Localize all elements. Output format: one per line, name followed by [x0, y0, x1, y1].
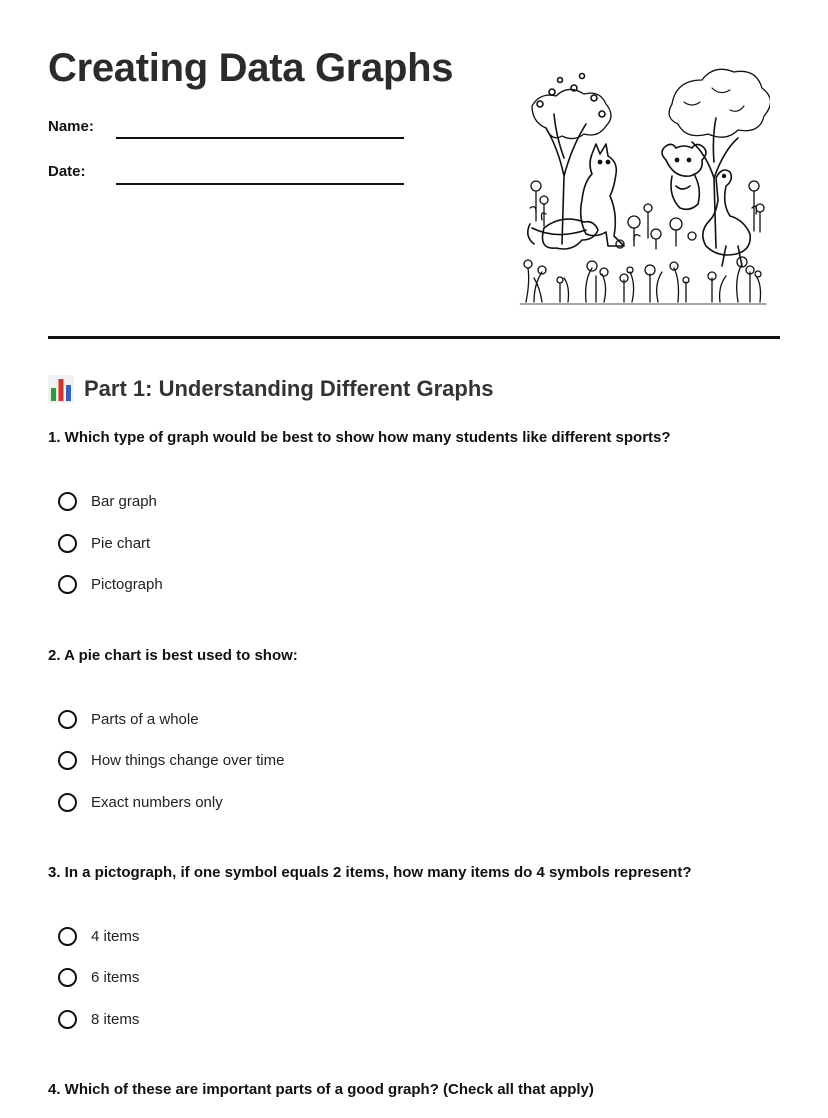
- option-label: Exact numbers only: [91, 794, 223, 811]
- question-2-option-2[interactable]: [58, 751, 284, 770]
- question-3-option-2[interactable]: [58, 968, 139, 987]
- question-1-option-1[interactable]: [58, 492, 157, 511]
- question-1: 1. Which type of graph would be best to show how many students like different sports?: [48, 429, 671, 446]
- question-3-option-3[interactable]: [58, 1010, 139, 1029]
- date-field-line[interactable]: [116, 183, 404, 185]
- question-3: 3. In a pictograph, if one symbol equals 2 items, how many items do 4 symbols represent?: [48, 864, 692, 881]
- question-1-option-2[interactable]: [58, 534, 150, 553]
- bar-chart-icon: [48, 375, 74, 403]
- radio-button[interactable]: [58, 575, 77, 594]
- option-label: 6 items: [91, 969, 140, 986]
- header-divider: [48, 336, 780, 339]
- option-label: Pictograph: [91, 576, 163, 593]
- option-label: Bar graph: [91, 493, 157, 510]
- name-label: Name:: [48, 118, 94, 135]
- question-3-option-1[interactable]: [58, 927, 139, 946]
- question-2-option-1[interactable]: [58, 710, 199, 729]
- radio-button[interactable]: [58, 968, 77, 987]
- question-4: 4. Which of these are important parts of a good graph? (Check all that apply): [48, 1081, 594, 1098]
- option-label: Pie chart: [91, 535, 151, 552]
- question-2-option-3[interactable]: [58, 793, 223, 812]
- date-label: Date:: [48, 163, 86, 180]
- radio-button[interactable]: [58, 710, 77, 729]
- radio-button[interactable]: [58, 793, 77, 812]
- part1-heading-text: Part 1: Understanding Different Graphs: [84, 376, 494, 401]
- option-label: 8 items: [91, 1011, 140, 1028]
- option-label: Parts of a whole: [91, 711, 199, 728]
- australian-animals-illustration: [516, 58, 770, 312]
- name-field-line[interactable]: [116, 137, 404, 139]
- radio-button[interactable]: [58, 1010, 77, 1029]
- question-2: 2. A pie chart is best used to show:: [48, 647, 298, 664]
- part1-heading: [48, 375, 494, 403]
- option-label: 4 items: [91, 928, 140, 945]
- radio-button[interactable]: [58, 492, 77, 511]
- page-title: Creating Data Graphs: [48, 46, 454, 90]
- option-label: How things change over time: [91, 752, 285, 769]
- radio-button[interactable]: [58, 927, 77, 946]
- question-1-option-3[interactable]: [58, 575, 163, 594]
- radio-button[interactable]: [58, 751, 77, 770]
- radio-button[interactable]: [58, 534, 77, 553]
